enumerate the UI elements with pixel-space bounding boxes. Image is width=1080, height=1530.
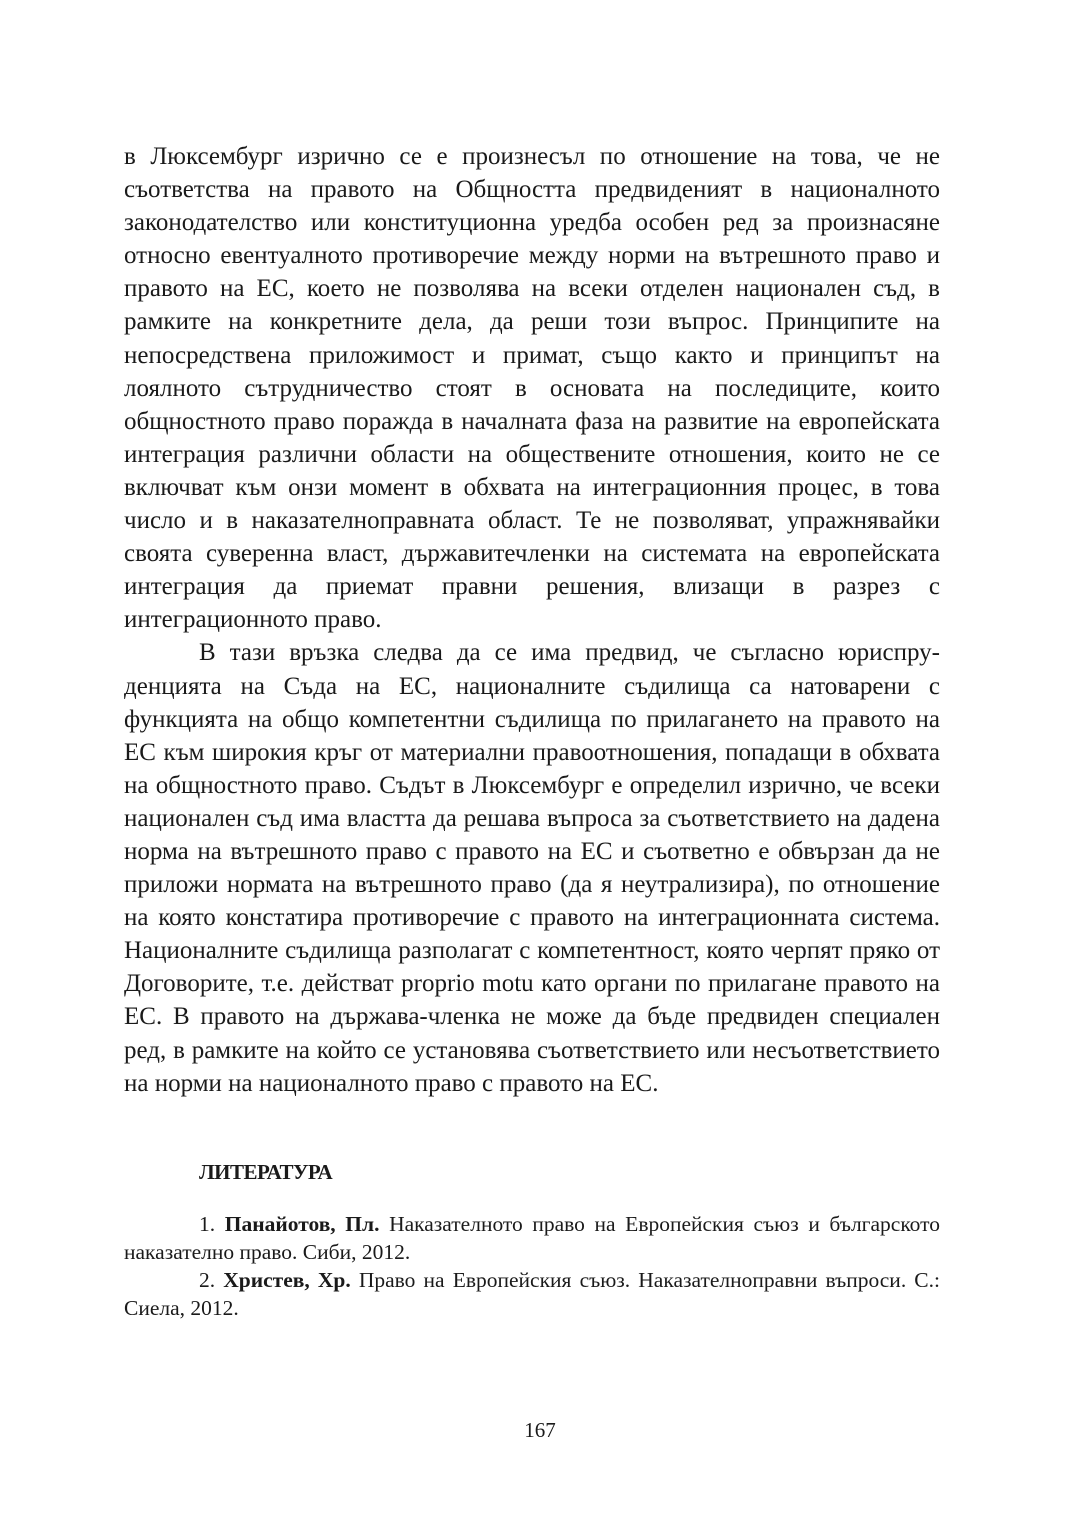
page-content [124, 140, 940, 1322]
reference-text: Право на Европейския съюз. Наказателноправни въпроси. С.: Сиела, 2012. [124, 1267, 940, 1320]
page-number: 167 [524, 1418, 556, 1442]
reference-author: Панайотов, Пл. [224, 1211, 380, 1236]
references-list [124, 1210, 940, 1322]
references-heading: ЛИТЕРАТУРА [199, 1159, 333, 1184]
body-text [124, 140, 940, 1100]
reference-item [124, 1210, 940, 1266]
reference-item [124, 1266, 940, 1322]
reference-text: Наказателното право на Европейския съюз и българското наказателно право. Сиби, 2012. [124, 1211, 941, 1264]
reference-number: 1. [199, 1211, 216, 1236]
reference-number: 2. [199, 1267, 216, 1292]
paragraph-1: в Люксембург изрично се е произнесъл по отношение на това, че не съответства на правото на Общността предвиденият в националното законодателство или конституционна уредба особен ред за произнасяне относно евентуалното противоречие между норми на вътрешното право и правото на ЕС, което не позволява на всеки отделен национален съд, в рамките на конкретните дела, да реши този въпрос. Принципите на непосредствена приложимост и примат, също както и принципът на лоялното сътрудничество стоят в основата на последиците, които общностното право поражда в началната фаза на развитие на европейската интеграция различни области на обществените отношения, които не се включват към онзи момент в обхвата на интеграционния процес, в това число и в наказателноправната област. Те не позволяват, упражнявайки своята суверенна власт, държавитечленки на системата на европейската интеграция да приемат правни решения, влизащи в разрез с интеграционното право. [124, 143, 940, 634]
paragraph-2: В тази връзка следва да се има предвид, че съгласно юриспруденцията на Съда на ЕС, националните съдилища са натоварени с функцията на общо компетентни съдилища по прилагането на правото на ЕС към широкия кръг от материални правоотношения, попадащи в обхвата на общностното право. Съдът в Люксембург е определил изрично, че всеки национален съд има властта да решава въпроса за съответствието на дадена норма на вътрешното право с правото на ЕС и съответно е обвързан да не приложи нормата на вътрешното право (да я неутрализира), по отношение на която констатира противоречие с правото на интеграционната система. Националните съдилища разполагат с компетентност, която черпят пряко от Договорите, т.е. действат proprio motu като органи по прилагане правото на ЕС. В правото на държава-членка не може да бъде предвиден специален ред, в рамките на който се установява съответствието или несъответствието на норми на националното право с правото на ЕС. [124, 639, 940, 1097]
reference-author: Христев, Хр. [223, 1267, 351, 1292]
